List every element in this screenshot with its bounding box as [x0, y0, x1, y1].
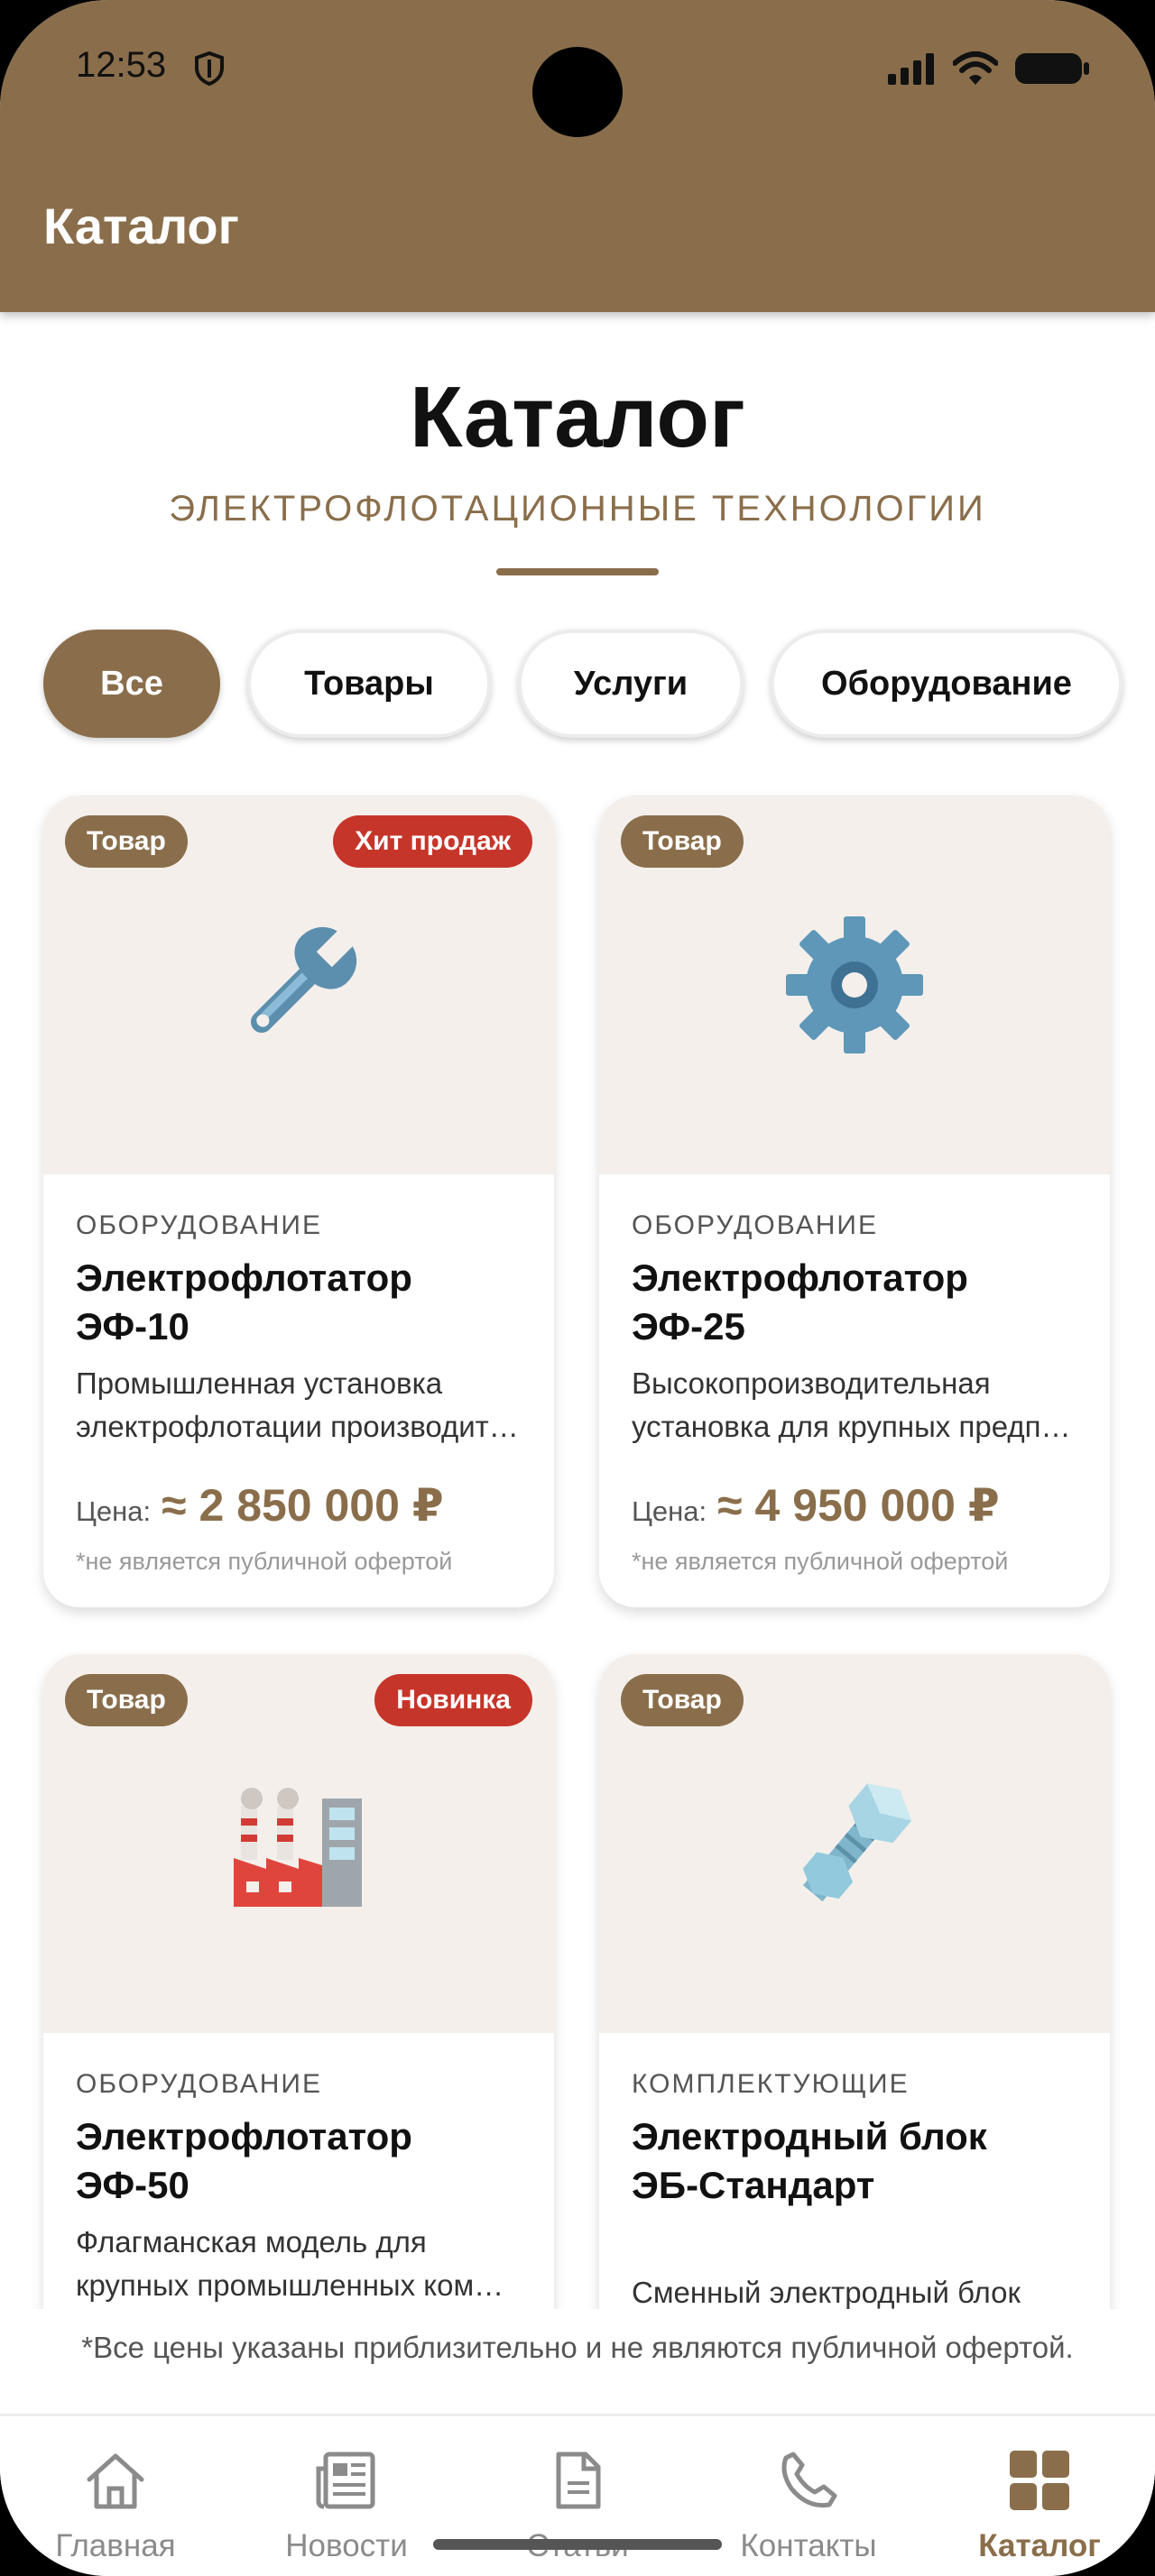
home-indicator[interactable]: [433, 2539, 722, 2550]
wrench-icon: [226, 913, 371, 1057]
newspaper-icon: [315, 2449, 378, 2512]
filter-chip-all[interactable]: Все: [43, 630, 220, 738]
price-label: Цена:: [76, 1495, 152, 1527]
filter-chip-goods[interactable]: Товары: [247, 630, 491, 738]
price-row: [632, 1479, 1000, 1532]
page-subtitle: ЭЛЕКТРОФЛОТАЦИОННЫЕ ТЕХНОЛОГИИ: [169, 489, 986, 529]
product-name: Электрофлотатор ЭФ-25: [632, 1256, 968, 1348]
appbar-title: Каталог: [43, 198, 239, 254]
product-description: Флагманская модель для крупных промышленных ком…: [76, 2225, 504, 2302]
price-note: *не является публичной офертой: [632, 1548, 1009, 1575]
filter-chip-services[interactable]: Услуги: [518, 630, 744, 738]
gear-icon: [782, 913, 927, 1057]
nav-item-contacts[interactable]: [693, 2416, 924, 2576]
type-badge: Товар: [65, 1674, 188, 1726]
product-card[interactable]: [43, 796, 554, 1607]
product-description: Сменный электродный блок: [632, 2276, 1021, 2309]
product-name: Электродный блок ЭБ-Стандарт: [632, 2115, 987, 2206]
app-bar: [0, 0, 1155, 312]
camera-cutout: [532, 47, 623, 137]
product-card[interactable]: [43, 1654, 554, 2309]
filter-chip-equipment[interactable]: Оборудование: [771, 630, 1123, 738]
bestseller-badge: Хит продаж: [333, 815, 532, 868]
grid-icon: [1008, 2449, 1071, 2512]
price-note: *не является публичной офертой: [76, 1548, 453, 1575]
product-image: [599, 1654, 1110, 2033]
price-value: ≈ 2 850 000 ₽: [162, 1480, 444, 1531]
product-name: Электрофлотатор ЭФ-10: [76, 1256, 412, 1348]
signal-icon: [886, 52, 937, 85]
shield-icon: [193, 51, 226, 87]
footnote-band: [0, 2309, 1155, 2417]
wifi-icon: [953, 51, 998, 87]
product-category: КОМПЛЕКТУЮЩИЕ: [632, 2069, 910, 2099]
filter-chips: [43, 630, 1123, 738]
price-disclaimer: *Все цены указаны приблизительно и не являются публичной офертой.: [81, 2331, 1074, 2364]
page-title: Каталог: [410, 369, 745, 465]
status-time: 12:53: [76, 45, 167, 85]
home-icon: [84, 2449, 147, 2512]
product-image: [599, 796, 1110, 1174]
factory-icon: [226, 1771, 371, 1916]
nav-label: Главная: [55, 2528, 176, 2563]
nav-item-articles[interactable]: [462, 2416, 693, 2576]
product-category: ОБОРУДОВАНИЕ: [76, 1210, 322, 1240]
phone-icon: [777, 2449, 840, 2512]
catalog-content[interactable]: [0, 312, 1155, 2309]
nav-item-catalog[interactable]: [924, 2416, 1155, 2576]
product-card[interactable]: [599, 1654, 1110, 2309]
nav-item-home[interactable]: [0, 2416, 231, 2576]
product-image: [43, 1654, 554, 2033]
type-badge: Товар: [621, 1674, 744, 1726]
document-icon: [546, 2449, 609, 2512]
new-badge: Новинка: [374, 1674, 532, 1726]
type-badge: Товар: [65, 815, 188, 868]
title-divider: [496, 568, 659, 575]
product-card[interactable]: [599, 796, 1110, 1607]
status-icons: [886, 51, 1090, 87]
price-label: Цена:: [632, 1495, 707, 1527]
product-image: [43, 796, 554, 1174]
product-name: Электрофлотатор ЭФ-50: [76, 2115, 412, 2206]
nav-item-news[interactable]: [231, 2416, 462, 2576]
nut-and-bolt-icon: [782, 1771, 927, 1916]
price-value: ≈ 4 950 000 ₽: [717, 1480, 1000, 1531]
battery-icon: [1014, 51, 1090, 86]
bottom-navigation: [0, 2416, 1155, 2576]
nav-label: Новости: [285, 2528, 408, 2563]
type-badge: Товар: [621, 815, 744, 868]
product-description: Высокопроизводительная установка для крупных предп…: [632, 1366, 1071, 1443]
product-category: ОБОРУДОВАНИЕ: [76, 2069, 322, 2099]
nav-label: Каталог: [978, 2528, 1101, 2563]
product-category: ОБОРУДОВАНИЕ: [632, 1210, 878, 1240]
nav-label: Контакты: [740, 2528, 877, 2563]
price-row: [76, 1479, 444, 1532]
product-description: Промышленная установка электрофлотации производит…: [76, 1366, 519, 1443]
